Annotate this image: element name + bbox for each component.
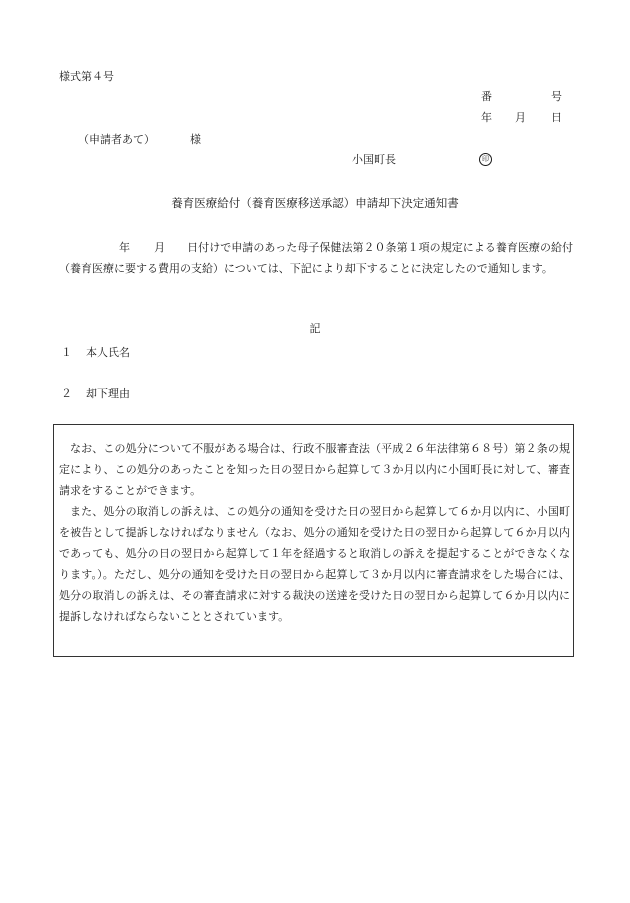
notice-paragraph-1: なお、この処分について不服がある場合は、行政不服審査法（平成２６年法律第６８号）第２条の規定により、この処分のあったことを知った日の翌日から起算して３か月以内に小国町長に対して、審査請求をすることができます。 <box>59 442 570 497</box>
document-number-label-go: 号 <box>551 90 562 103</box>
official-seal-icon: 印 <box>479 153 492 166</box>
item-label-reason: 却下理由 <box>86 387 130 400</box>
document-number-label-ban: 番 <box>481 90 492 103</box>
appeal-notice-box <box>53 424 574 657</box>
body-year-label: 年 <box>119 241 131 254</box>
sender-name: 小国町長 <box>352 153 396 166</box>
body-paragraph <box>59 237 573 279</box>
ki-heading: 記 <box>309 322 321 335</box>
item-number-1: １ <box>61 346 72 359</box>
body-text: 日付けで申請のあった母子保健法第２０条第１項の規定による養育医療の給付（養育医療に要する費用の支給）については、下記により却下することに決定したので通知します。 <box>59 241 574 275</box>
date-year-label: 年 <box>481 111 492 124</box>
item-number-2: ２ <box>61 387 72 400</box>
item-label-name: 本人氏名 <box>86 346 130 359</box>
addressee-honorific: 様 <box>190 133 201 146</box>
date-month-label: 月 <box>515 111 526 124</box>
document-title: 養育医療給付（養育医療移送承認）申請却下決定通知書 <box>171 196 459 210</box>
date-day-label: 日 <box>551 111 562 124</box>
addressee-label: （申請者あて） <box>78 133 155 146</box>
notice-paragraph-2: また、処分の取消しの訴えは、この処分の通知を受けた日の翌日から起算して６か月以内に、小国町を被告として提訴しなければなりません（なお、処分の通知を受けた日の翌日から起算して６か月以内であっても、処分の日の翌日から起算して１年を経過すると取消しの訴えを提起することができなくなります。）。ただし、処分の通知を受けた日の翌日から起算して３か月以内に審査請求をした場合には、処分の取消しの訴えは、その審査請求に対する裁決の送達を受けた日の翌日から起算して６か月以内に提訴しなければならないこととされています。 <box>59 505 570 623</box>
body-month-label: 月 <box>154 241 166 254</box>
form-number: 様式第４号 <box>59 70 114 83</box>
